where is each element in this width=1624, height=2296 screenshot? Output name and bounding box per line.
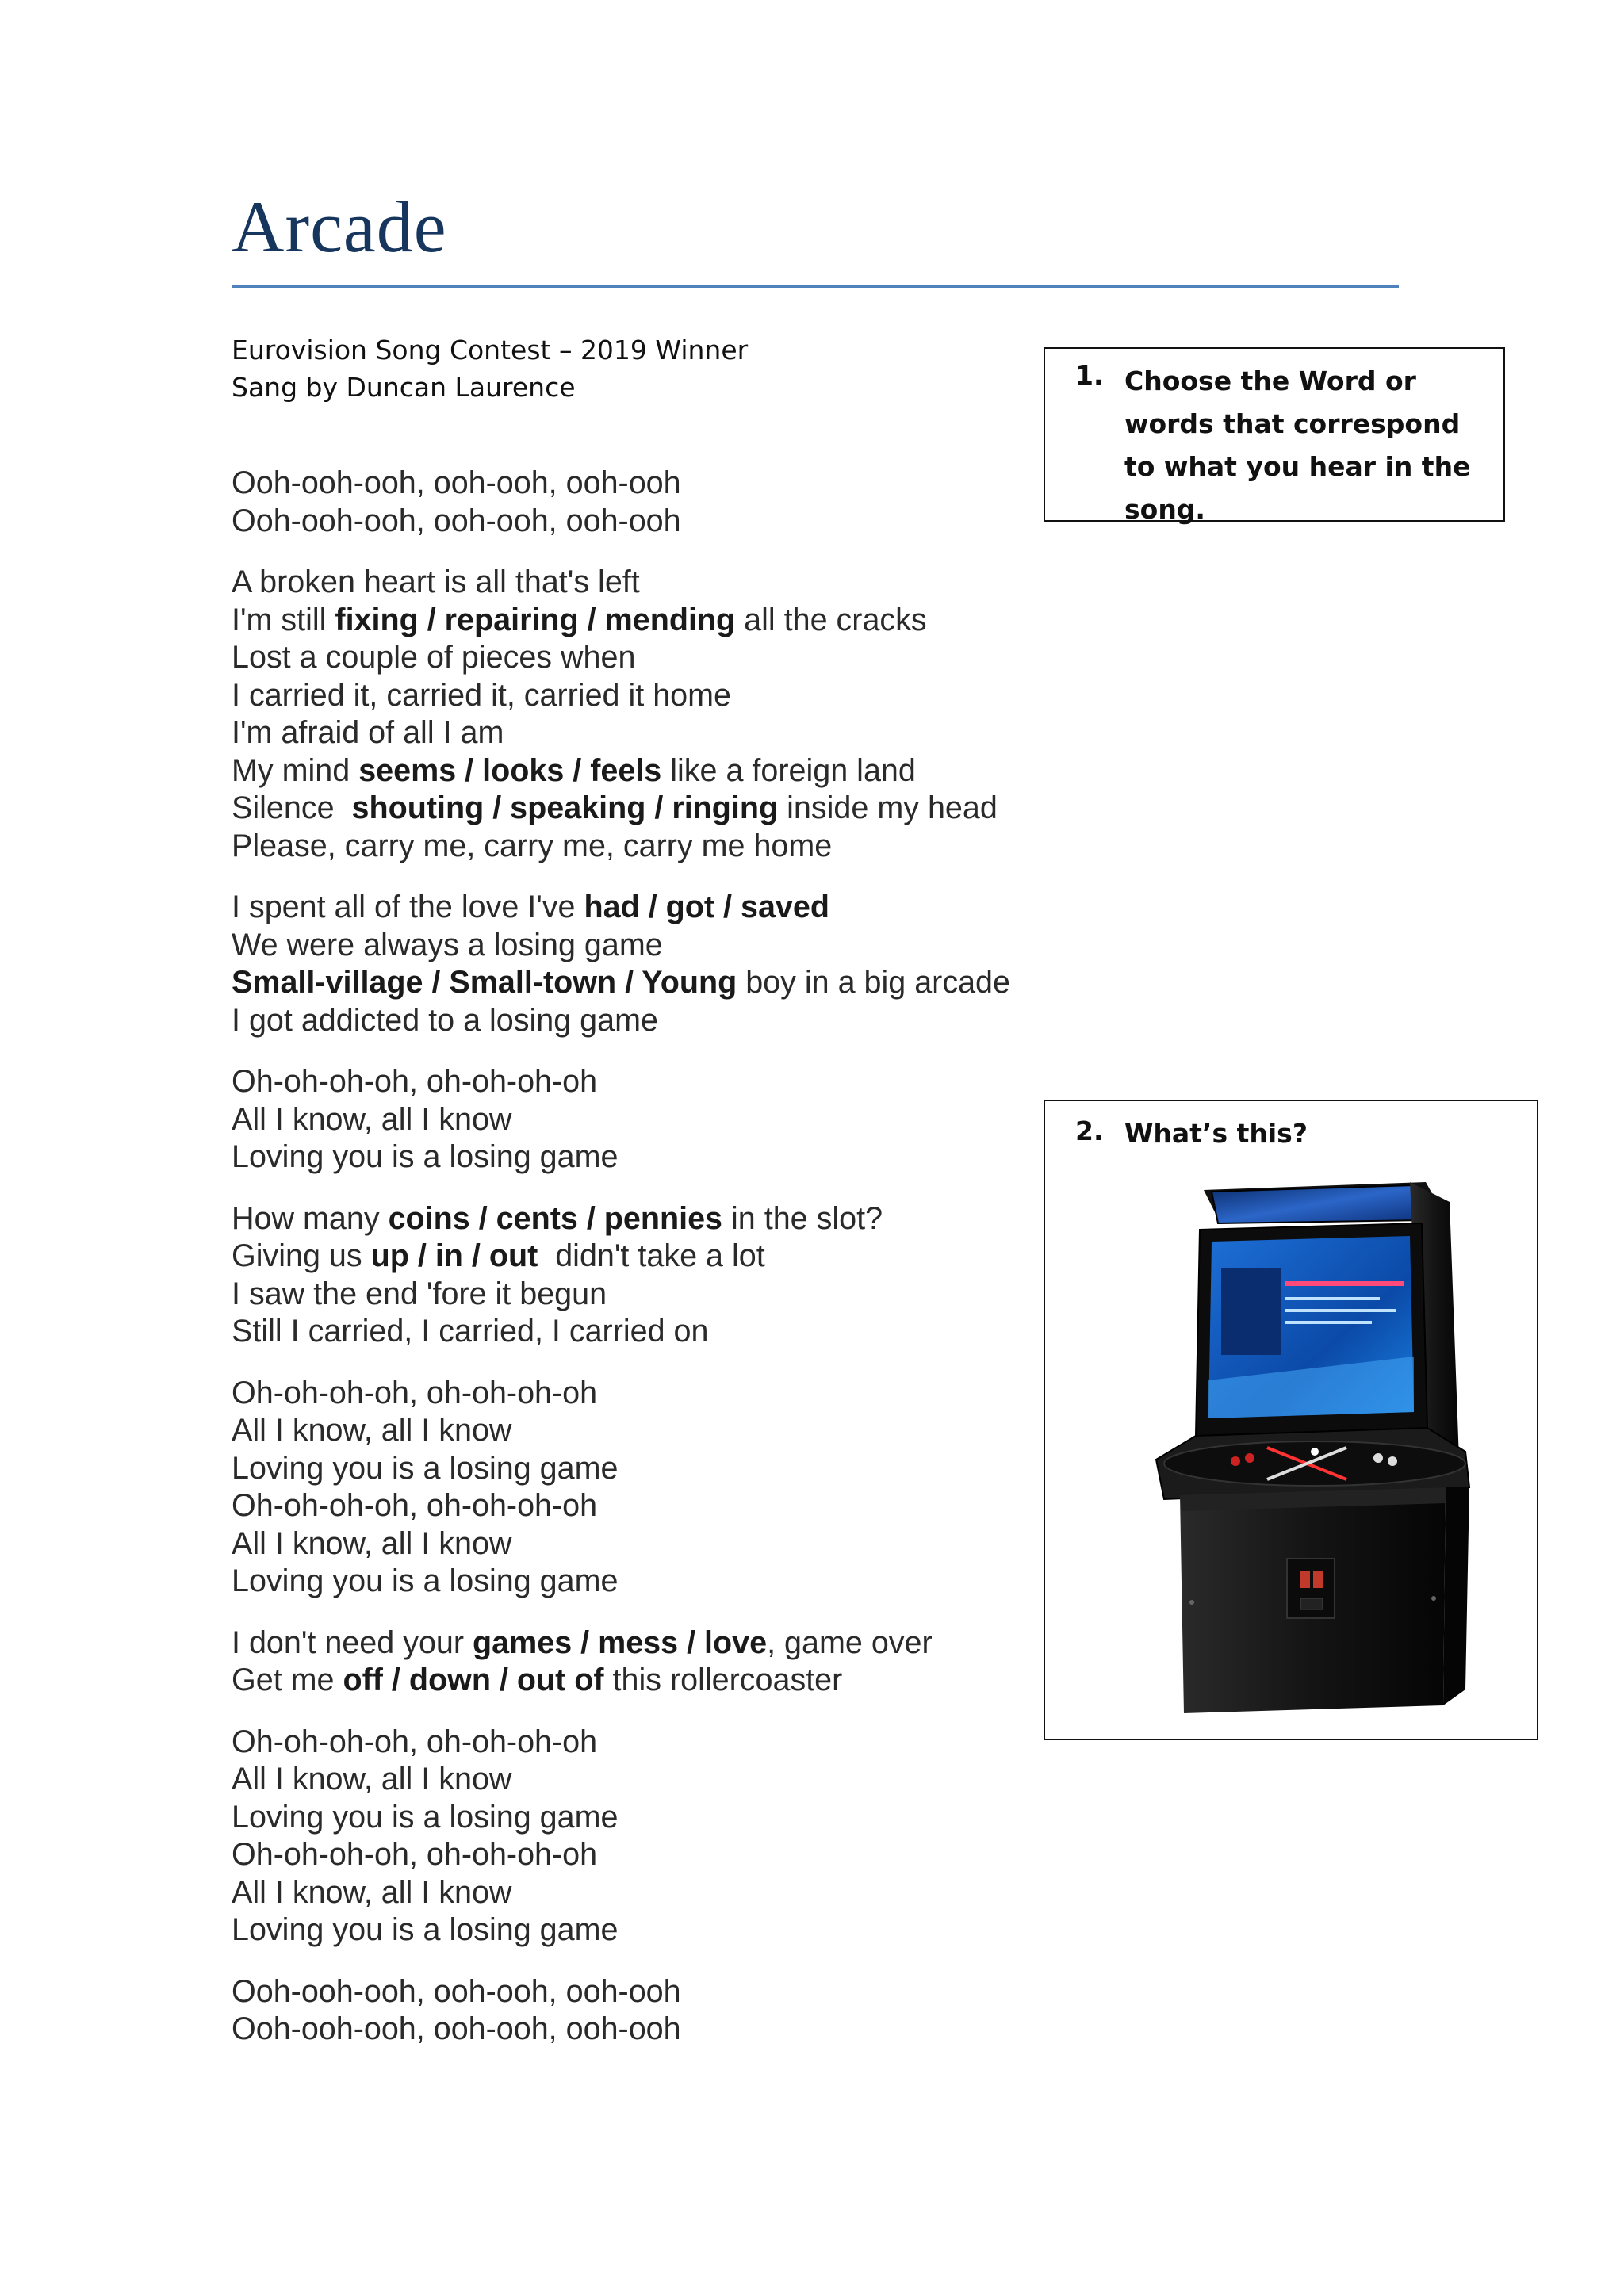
lyrics-text: Loving you is a losing game (232, 1563, 619, 1598)
lyrics-line (232, 1874, 1056, 1912)
lyrics-line (232, 1973, 1056, 2011)
lyrics-stanza (232, 564, 1056, 865)
word-choice-options: off / down / out of (343, 1663, 604, 1697)
lyrics-text: Ooh-ooh-ooh, ooh-ooh, ooh-ooh (232, 2011, 681, 2046)
lyrics-text: I got addicted to a losing game (232, 1002, 658, 1038)
lyrics-line (232, 1412, 1056, 1450)
word-choice-options: fixing / repairing / mending (335, 602, 736, 637)
lyrics-text: Oh-oh-oh-oh, oh-oh-oh-oh (232, 1837, 598, 1872)
lyrics-text: All I know, all I know (232, 1874, 512, 1910)
lyrics-line (232, 1724, 1056, 1762)
lyrics-text: I'm still (232, 602, 335, 637)
lyrics-text: Loving you is a losing game (232, 1139, 619, 1174)
lyrics-text: I'm afraid of all I am (232, 715, 504, 750)
lyrics-line (232, 1200, 1056, 1238)
lyrics-line (232, 1450, 1056, 1488)
lyrics-line (232, 465, 1056, 503)
lyrics-text: Silence (232, 790, 352, 825)
word-choice-options: shouting / speaking / ringing (351, 790, 779, 825)
lyrics-line (232, 714, 1056, 752)
artist-line: Sang by Duncan Laurence (232, 372, 576, 403)
lyrics-line (232, 677, 1056, 715)
page-title: Arcade (232, 186, 447, 267)
lyrics-line (232, 1525, 1056, 1563)
word-choice-options: Small-village / Small-town / Young (232, 965, 737, 1000)
lyrics-text: Please, carry me, carry me, carry me home (232, 828, 833, 863)
lyrics-text: All I know, all I know (232, 1762, 512, 1797)
lyrics-line (232, 1313, 1056, 1351)
lyrics-text: didn't take a lot (538, 1238, 765, 1273)
lyrics-line (232, 1101, 1056, 1139)
lyrics-line (232, 964, 1056, 1002)
lyrics-line (232, 1276, 1056, 1314)
lyrics-text: We were always a losing game (232, 927, 663, 962)
lyrics-text: Get me (232, 1663, 343, 1697)
lyrics-stanza (232, 889, 1056, 1039)
lyrics-text: I don't need your (232, 1624, 473, 1660)
lyrics-line (232, 2011, 1056, 2049)
lyrics-line (232, 1563, 1056, 1601)
lyrics-text: Giving us (232, 1238, 371, 1273)
lyrics-stanza (232, 1724, 1056, 1950)
lyrics-text: Oh-oh-oh-oh, oh-oh-oh-oh (232, 1064, 598, 1099)
question-2-box (1044, 1100, 1538, 1740)
lyrics-line (232, 639, 1056, 677)
question-1-text: Choose the Word or words that correspond to what you hear in the song. (1124, 365, 1471, 525)
word-choice-options: up / in / out (370, 1238, 538, 1273)
lyrics-text: Ooh-ooh-ooh, ooh-ooh, ooh-ooh (232, 503, 681, 538)
lyrics-text: Ooh-ooh-ooh, ooh-ooh, ooh-ooh (232, 465, 681, 500)
lyrics-line (232, 602, 1056, 640)
lyrics-text: all the cracks (735, 602, 927, 637)
lyrics-text: , game over (767, 1624, 933, 1660)
lyrics-line (232, 1662, 1056, 1700)
lyrics-stanza (232, 1375, 1056, 1601)
lyrics-text: I saw the end 'fore it begun (232, 1276, 607, 1311)
lyrics-text: inside my head (778, 790, 998, 825)
lyrics-text: like a foreign land (661, 752, 916, 788)
lyrics-stanza (232, 1973, 1056, 2049)
lyrics-line (232, 1063, 1056, 1101)
lyrics-text: Ooh-ooh-ooh, ooh-ooh, ooh-ooh (232, 1973, 681, 2009)
word-choice-options: coins / cents / pennies (388, 1200, 723, 1236)
lyrics-text: Oh-oh-oh-oh, oh-oh-oh-oh (232, 1488, 598, 1523)
lyrics-text: Loving you is a losing game (232, 1912, 619, 1947)
lyrics-line (232, 1799, 1056, 1837)
song-info (232, 331, 748, 406)
contest-line: Eurovision Song Contest – 2019 Winner (232, 335, 749, 365)
lyrics-text: I carried it, carried it, carried it home (232, 677, 732, 713)
word-choice-options: seems / looks / feels (358, 752, 662, 788)
lyrics-stanza (232, 465, 1056, 540)
lyrics-line (232, 927, 1056, 965)
lyrics-text: Oh-oh-oh-oh, oh-oh-oh-oh (232, 1375, 598, 1410)
lyrics-line (232, 1836, 1056, 1874)
lyrics-line (232, 889, 1056, 927)
lyrics-block (232, 465, 1056, 2072)
word-choice-options: had / got / saved (584, 890, 829, 924)
lyrics-text: Loving you is a losing game (232, 1799, 619, 1835)
lyrics-text: this rollercoaster (603, 1663, 843, 1697)
lyrics-text: How many (232, 1200, 389, 1236)
lyrics-text: Lost a couple of pieces when (232, 640, 636, 675)
lyrics-text: Loving you is a losing game (232, 1450, 619, 1486)
lyrics-line (232, 1624, 1056, 1663)
lyrics-line (232, 1238, 1056, 1276)
lyrics-line (232, 828, 1056, 866)
lyrics-text: My mind (232, 752, 359, 788)
lyrics-stanza (232, 1200, 1056, 1351)
lyrics-line (232, 1487, 1056, 1525)
lyrics-text: boy in a big arcade (737, 965, 1010, 1000)
lyrics-line (232, 1002, 1056, 1040)
question-2-number: 2. (1075, 1115, 1104, 1146)
question-2-text: What’s this? (1124, 1118, 1308, 1149)
lyrics-text: Oh-oh-oh-oh, oh-oh-oh-oh (232, 1724, 598, 1759)
lyrics-text: A broken heart is all that's left (232, 564, 640, 599)
title-underline (232, 285, 1399, 288)
word-choice-options: games / mess / love (473, 1624, 768, 1660)
lyrics-text: Still I carried, I carried, I carried on (232, 1314, 709, 1349)
lyrics-text: All I know, all I know (232, 1525, 512, 1561)
lyrics-text: in the slot? (722, 1200, 883, 1236)
lyrics-line (232, 790, 1056, 828)
lyrics-line (232, 1761, 1056, 1799)
lyrics-line (232, 1911, 1056, 1950)
lyrics-line (232, 564, 1056, 602)
question-1-number: 1. (1075, 360, 1104, 391)
lyrics-line (232, 503, 1056, 541)
lyrics-text: All I know, all I know (232, 1101, 512, 1137)
lyrics-stanza (232, 1624, 1056, 1700)
question-1-box (1044, 347, 1505, 525)
lyrics-line (232, 1138, 1056, 1177)
lyrics-line (232, 752, 1056, 790)
lyrics-text: I spent all of the love I've (232, 890, 584, 924)
lyrics-text: All I know, all I know (232, 1413, 512, 1448)
lyrics-stanza (232, 1063, 1056, 1177)
arcade-cabinet-image (1148, 1174, 1481, 1721)
lyrics-line (232, 1375, 1056, 1413)
